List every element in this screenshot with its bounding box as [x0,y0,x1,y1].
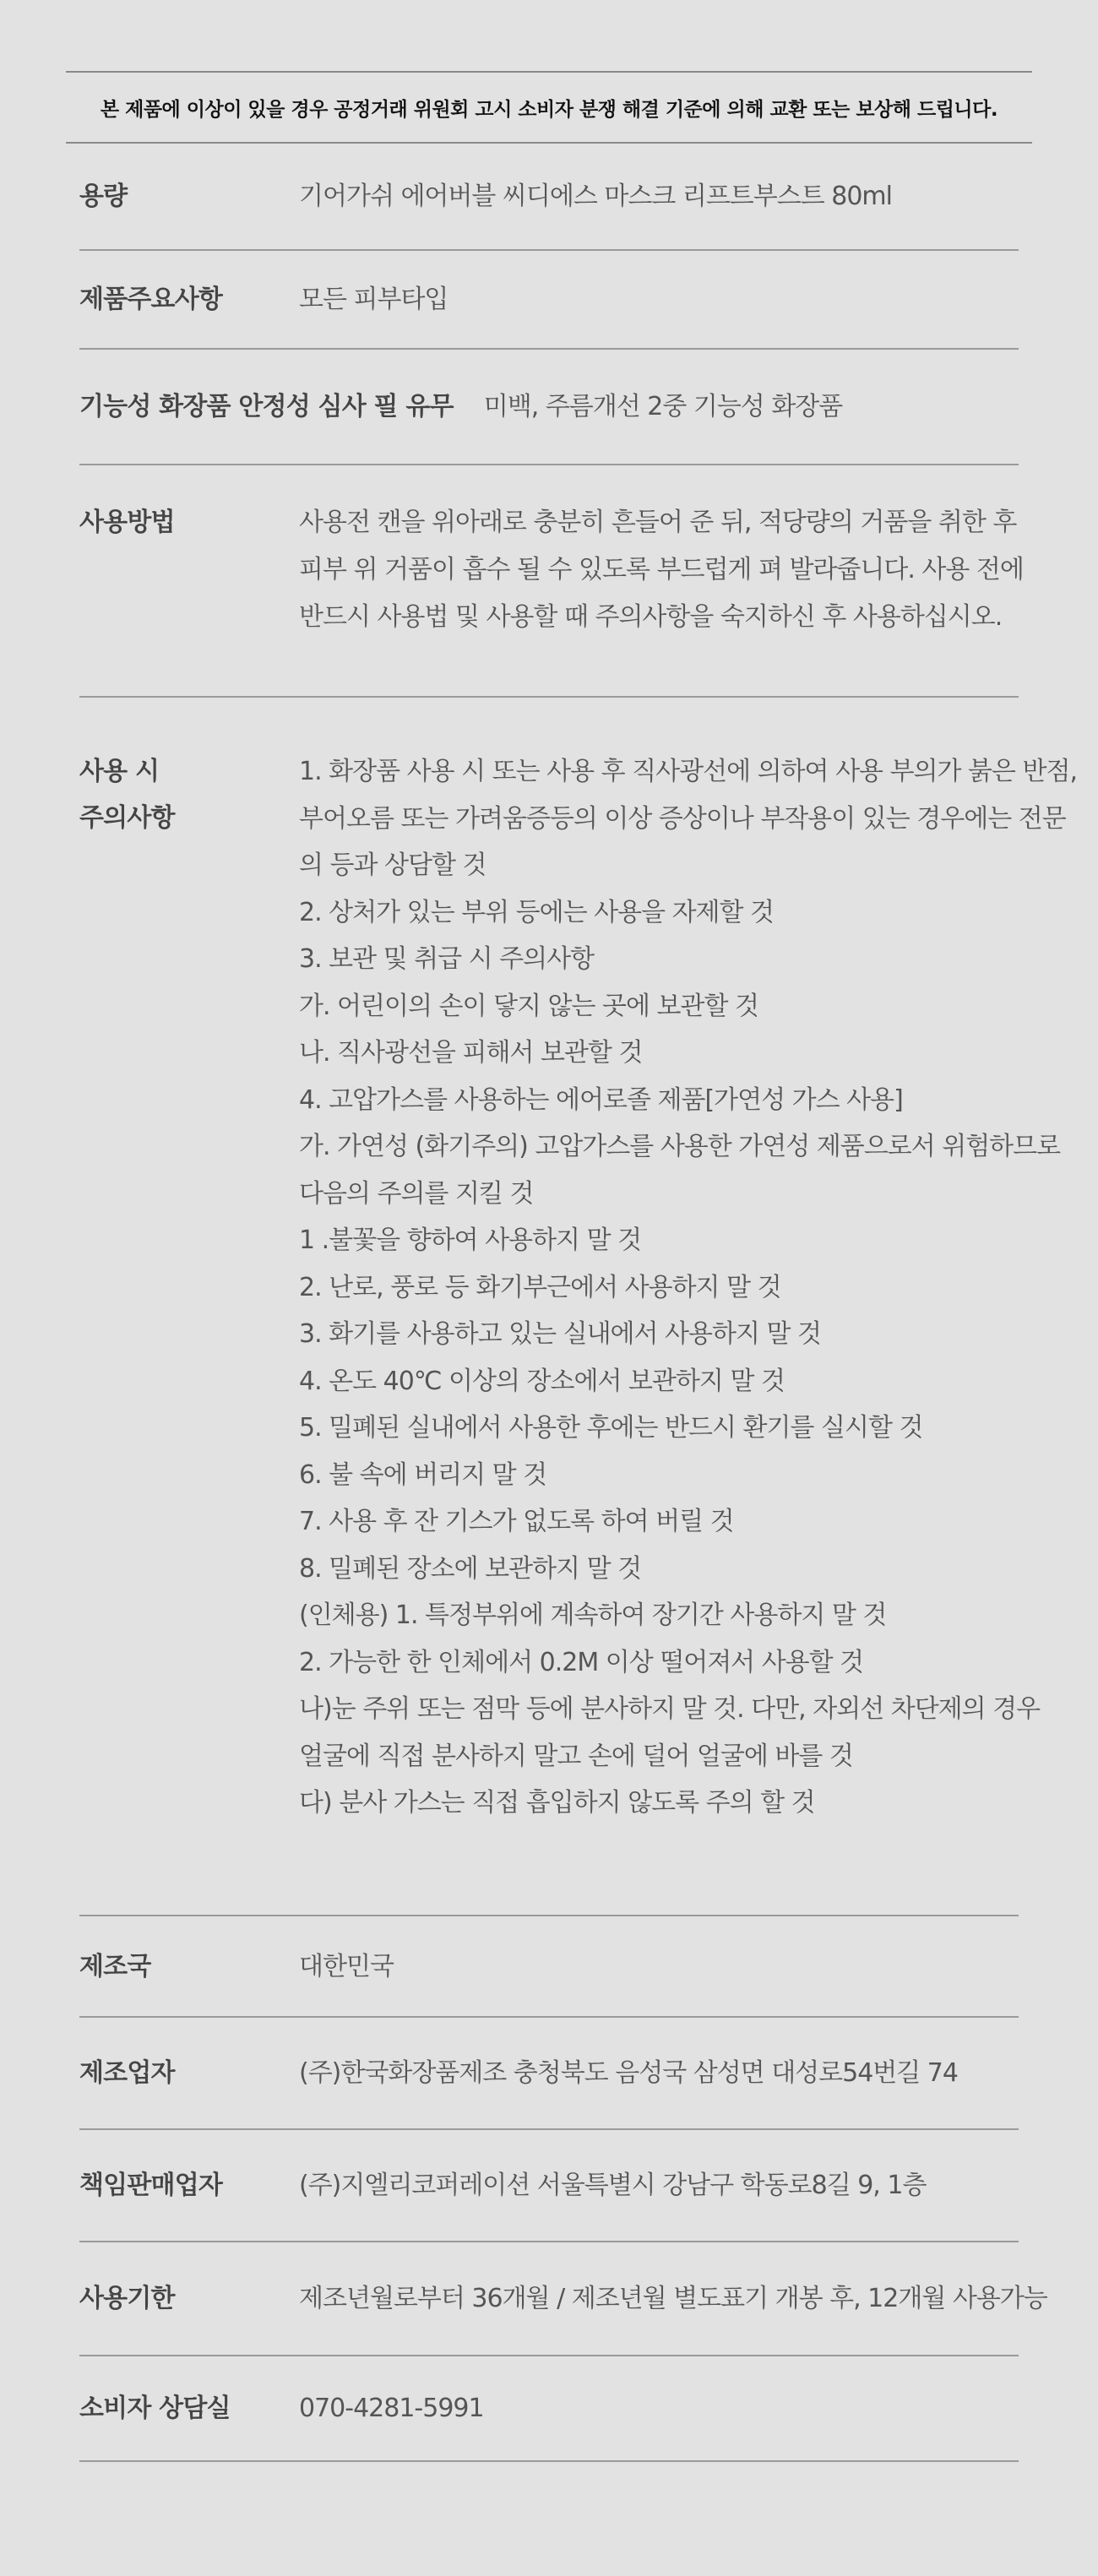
caution-line: 3. 보관 및 취급 시 주의사항 [299,944,595,974]
caution-line: (인체용) 1. 특정부위에 계속하여 장기간 사용하지 말 것 [299,1600,887,1630]
caution-line: 4. 온도 40℃ 이상의 장소에서 보관하지 말 것 [299,1366,785,1396]
row-seller [79,2130,1019,2242]
row-functional [79,350,1019,465]
expiry-value: 제조년월로부터 36개월 / 제조년월 별도표기 개봉 후, 12개월 사용가능 [299,2284,1047,2313]
caution-line: 나)눈 주위 또는 점막 등에 분사하지 말 것. 다만, 자외선 차단제의 경우 [299,1694,1041,1724]
caution-label [79,748,299,1915]
caution-line: 다) 분사 가스는 직접 흡입하지 않도록 주의 할 것 [299,1788,815,1818]
usage-value [299,499,1024,696]
manufacturer-label: 제조업자 [79,2058,175,2088]
origin-value: 대한민국 [299,1951,394,1981]
caution-label-line: 주의사항 [79,803,175,833]
row-origin [79,1916,1019,2018]
capacity-label: 용량 [79,182,128,211]
contact-value: 070-4281-5991 [299,2394,484,2423]
caution-line: 6. 불 속에 버리지 말 것 [299,1459,547,1490]
usage-line: 사용전 캔을 위아래로 충분히 흔들어 준 뒤, 적당량의 거품을 취한 후 [299,508,1017,537]
row-capacity [79,144,1019,251]
caution-line: 나. 직사광선을 피해서 보관할 것 [299,1038,643,1068]
product-info-table [79,144,1078,2462]
skin-type-value: 모든 피부타입 [299,285,448,314]
caution-label-line: 사용 시 [79,757,160,786]
row-skin-type [79,251,1019,350]
caution-line: 1 .불꽃을 향하여 사용하지 말 것 [299,1226,642,1255]
usage-label: 사용방법 [79,508,175,537]
caution-line: 2. 가능한 한 인체에서 0.2M 이상 떨어져서 사용할 것 [299,1647,864,1677]
row-contact [79,2356,1019,2462]
caution-line: 가. 가연성 (화기주의) 고압가스를 사용한 가연성 제품으로서 위험하므로 [299,1132,1061,1161]
caution-line: 7. 사용 후 잔 기스가 없도록 하여 버릴 것 [299,1507,734,1536]
row-usage [79,465,1024,698]
row-manufacturer [79,2018,1019,2130]
functional-value: 미백, 주름개선 2중 기능성 화장품 [483,392,843,421]
exchange-notice: 본 제품에 이상이 있을 경우 공정거래 위원회 고시 소비자 분쟁 해결 기준에 의해 교환 또는 보상해 드립니다. [66,71,1032,144]
usage-line: 반드시 사용법 및 사용할 때 주의사항을 숙지하신 후 사용하십시오. [299,602,1003,632]
seller-value: (주)지엘리코퍼레이션 서울특별시 강남구 학동로8길 9, 1층 [299,2171,927,2200]
caution-value [299,748,1077,1915]
caution-line: 8. 밀폐된 장소에 보관하지 말 것 [299,1553,642,1584]
row-caution [79,698,1078,1916]
caution-line: 4. 고압가스를 사용하는 에어로졸 제품[가연성 가스 사용] [299,1084,903,1115]
seller-label: 책임판매업자 [79,2171,223,2200]
manufacturer-value: (주)한국화장품제조 충청북도 음성국 삼성면 대성로54번길 74 [299,2058,958,2088]
origin-label: 제조국 [79,1951,151,1981]
caution-line: 3. 화기를 사용하고 있는 실내에서 사용하지 말 것 [299,1319,821,1349]
functional-label: 기능성 화장품 안정성 심사 필 유무 [79,392,454,421]
skin-type-label: 제품주요사항 [79,285,223,314]
expiry-label: 사용기한 [79,2284,175,2313]
caution-line: 다음의 주의를 지킬 것 [299,1178,534,1209]
caution-line: 1. 화장품 사용 시 또는 사용 후 직사광선에 의하여 사용 부의가 붉은 반점, [299,757,1078,786]
row-expiry [79,2242,1047,2356]
caution-line: 2. 난로, 풍로 등 화기부근에서 사용하지 말 것 [299,1272,781,1302]
usage-line: 피부 위 거품이 흡수 될 수 있도록 부드럽게 펴 발라줍니다. 사용 전에 [299,555,1024,584]
caution-line: 얼굴에 직접 분사하지 말고 손에 덜어 얼굴에 바를 것 [299,1741,853,1771]
caution-line: 가. 어린이의 손이 닿지 않는 곳에 보관할 것 [299,991,758,1021]
contact-label: 소비자 상담실 [79,2394,231,2423]
caution-line: 5. 밀폐된 실내에서 사용한 후에는 반드시 환기를 실시할 것 [299,1413,923,1443]
capacity-value: 기어가쉬 에어버블 씨디에스 마스크 리프트부스트 80ml [299,182,892,211]
caution-line: 2. 상처가 있는 부위 등에는 사용을 자제할 것 [299,897,775,927]
caution-line: 부어오름 또는 가려움증등의 이상 증상이나 부작용이 있는 경우에는 전문 [299,803,1066,834]
caution-line: 의 등과 상담할 것 [299,851,486,880]
